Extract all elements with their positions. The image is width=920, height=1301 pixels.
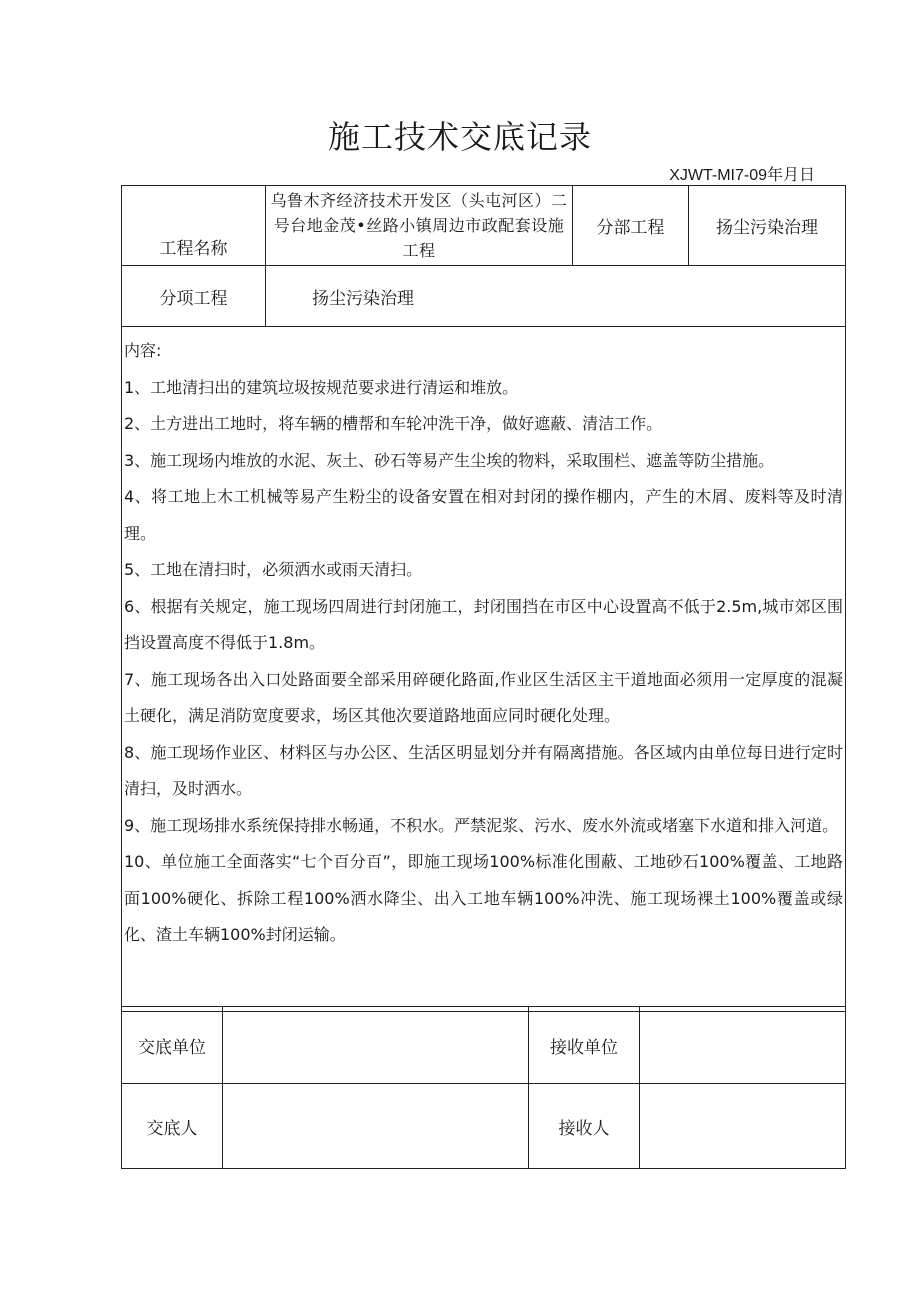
subitem-label: 分项工程 bbox=[122, 266, 266, 327]
project-name-label: 工程名称 bbox=[122, 186, 266, 266]
content-item: 3、施工现场内堆放的水泥、灰土、砂石等易产生尘埃的物料，采取围栏、遮盖等防尘措施。 bbox=[124, 450, 775, 470]
content-heading: 内容: bbox=[124, 341, 162, 360]
signature-table bbox=[121, 1006, 846, 1169]
content-item: 8、施工现场作业区、材料区与办公区、生活区明显划分并有隔离措施。各区域内由单位每日进行定时清扫，及时洒水。 bbox=[124, 742, 843, 798]
unit-row bbox=[122, 1007, 846, 1084]
issuer-unit-label: 交底单位 bbox=[122, 1007, 223, 1084]
person-row bbox=[122, 1084, 846, 1169]
content-item: 2、土方进出工地时，将车辆的槽帮和车轮冲洗干净，做好遮蔽、清洁工作。 bbox=[124, 414, 663, 433]
receiver-label: 接收人 bbox=[529, 1084, 640, 1169]
content-item: 10、单位施工全面落实“七个百分百”，即施工现场100%标准化围蔽、工地砂石100%覆盖、工地路面100%硬化、拆除工程100%洒水降尘、出入工地车辆100%冲洗、施工现场裸土100%覆盖或绿化、渣土车辆100%封闭运输。 bbox=[124, 852, 843, 944]
issuer-field[interactable] bbox=[223, 1084, 529, 1169]
content-item: 7、施工现场各出入口处路面要全部采用碎硬化路面,作业区生活区主干道地面必须用一定厚度的混凝土硬化，满足消防宽度要求，场区其他次要道路地面应同时硬化处理。 bbox=[124, 669, 843, 725]
receiver-field[interactable] bbox=[640, 1084, 846, 1169]
project-row bbox=[122, 186, 846, 266]
receiver-unit-field[interactable] bbox=[640, 1007, 846, 1084]
content-row bbox=[122, 327, 846, 1012]
subitem-row bbox=[122, 266, 846, 327]
subitem-value: 扬尘污染治理 bbox=[266, 266, 846, 327]
content-cell bbox=[122, 327, 846, 1012]
receiver-unit-label: 接收单位 bbox=[529, 1007, 640, 1084]
content-item: 5、工地在清扫时，必须洒水或雨天清扫。 bbox=[124, 560, 423, 579]
document-title: 施工技术交底记录 bbox=[327, 118, 592, 156]
project-name-value: 乌鲁木齐经济技术开发区（头屯河区）二号台地金茂•丝路小镇周边市政配套设施工程 bbox=[266, 186, 573, 266]
content-item: 1、工地清扫出的建筑垃圾按规范要求进行清运和堆放。 bbox=[124, 377, 519, 397]
content-item: 4、将工地上木工机械等易产生粉尘的设备安置在相对封闭的操作棚内，产生的木屑、废料等及时清理。 bbox=[124, 487, 843, 543]
content-item: 9、施工现场排水系统保持排水畅通，不积水。严禁泥浆、污水、废水外流或堵塞下水道和排入河道。 bbox=[124, 815, 839, 835]
document-code: XJWT-MI7-09年月日 bbox=[669, 167, 815, 184]
issuer-label: 交底人 bbox=[122, 1084, 223, 1169]
division-label: 分部工程 bbox=[573, 186, 689, 266]
disclosure-form-table bbox=[121, 185, 846, 1012]
content-item: 6、根据有关规定，施工现场四周进行封闭施工，封闭围挡在市区中心设置高不低于2.5m,城市郊区围挡设置高度不得低于1.8m。 bbox=[124, 596, 843, 652]
division-value: 扬尘污染治理 bbox=[689, 186, 846, 266]
issuer-unit-field[interactable] bbox=[223, 1007, 529, 1084]
